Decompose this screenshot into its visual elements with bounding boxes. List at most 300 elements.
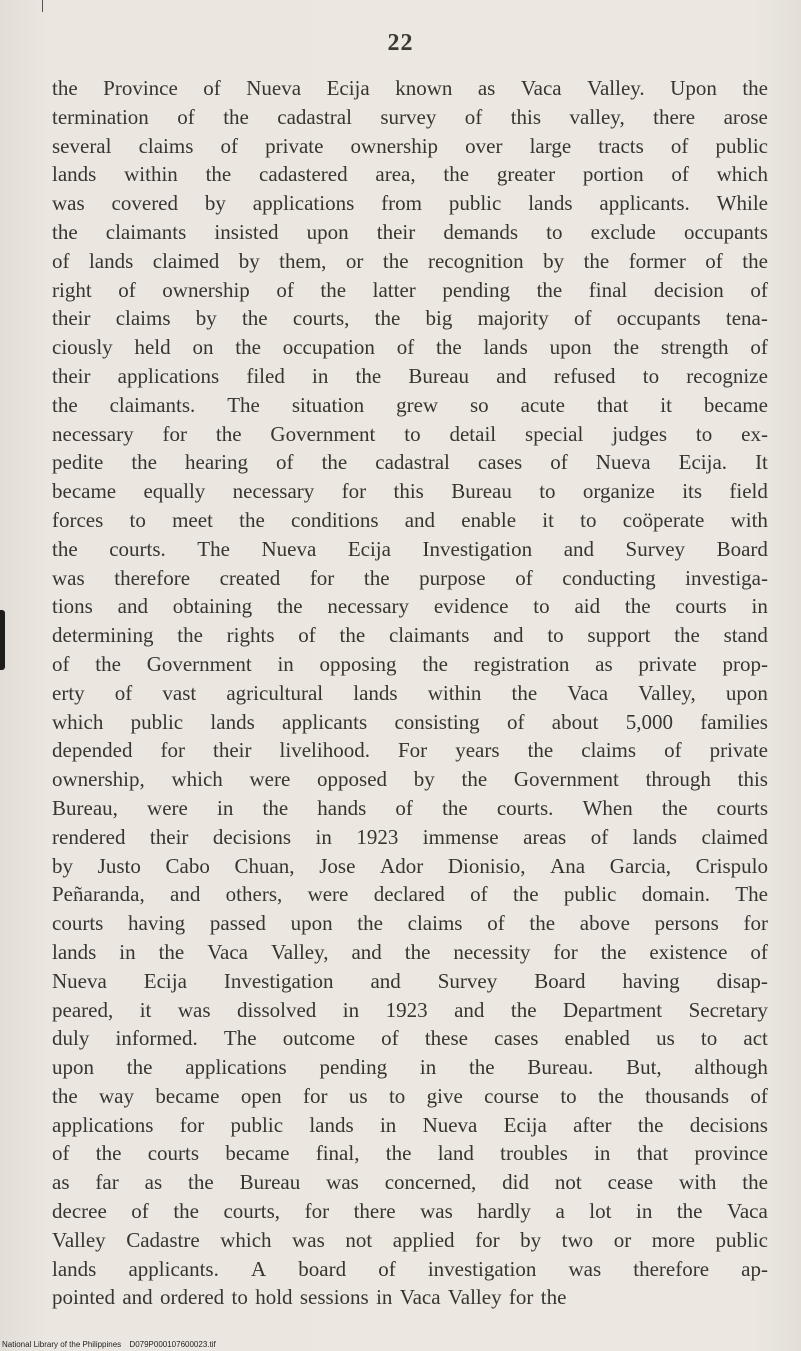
word: Board <box>716 536 768 561</box>
word: courts <box>52 911 104 936</box>
word: public <box>130 709 184 734</box>
word: in <box>419 1055 437 1080</box>
page-number: 22 <box>387 30 414 56</box>
word: Nueva <box>261 536 317 561</box>
word: board <box>298 1256 347 1281</box>
word: within <box>124 162 178 187</box>
word: became <box>703 392 768 417</box>
word: private <box>638 651 697 676</box>
word: situation <box>291 392 365 417</box>
word: the <box>676 1199 703 1224</box>
word: field <box>729 479 768 504</box>
text-line <box>52 852 768 881</box>
word: applied <box>392 1227 455 1252</box>
word: cadastered <box>259 162 348 187</box>
word: meet <box>172 507 213 532</box>
word: claims <box>138 133 194 158</box>
word: the <box>173 1199 199 1224</box>
word: in <box>594 1141 611 1166</box>
word: ownership <box>350 133 439 158</box>
word: Ador <box>380 853 424 878</box>
text-line <box>52 362 768 391</box>
word: cease <box>607 1170 654 1195</box>
word: stand <box>723 623 768 648</box>
word: investiga- <box>685 565 768 590</box>
word: investigation <box>427 1256 537 1281</box>
word: recognition <box>427 248 524 273</box>
word: the <box>512 882 539 907</box>
word: the <box>276 594 303 619</box>
word: courts. <box>496 795 554 820</box>
word: of <box>276 450 294 475</box>
word: Secretary <box>688 997 768 1022</box>
word: Ecija <box>347 536 391 561</box>
word: Nueva <box>422 1112 478 1137</box>
word: of <box>664 738 682 763</box>
text-line <box>52 74 768 103</box>
word: two <box>561 1227 594 1252</box>
word: it <box>542 507 554 532</box>
word: judges <box>612 421 668 446</box>
word: the <box>52 1083 78 1108</box>
word: Vaca <box>399 1285 441 1310</box>
word: of <box>220 133 239 158</box>
word: conducting <box>562 565 656 590</box>
word: therefore <box>633 1256 710 1281</box>
binding-edge-mark <box>0 610 5 670</box>
word: decision <box>653 277 724 302</box>
word: the <box>188 1170 214 1195</box>
word: in <box>376 1285 393 1310</box>
text-line <box>52 1255 768 1284</box>
word: the <box>442 795 468 820</box>
word: Investigation <box>223 968 334 993</box>
word: was <box>420 1199 453 1224</box>
word: portion <box>582 162 644 187</box>
word: applicants. <box>599 191 690 216</box>
word: Bureau <box>239 1170 301 1195</box>
word: Vaca <box>727 1199 768 1224</box>
word: lands <box>210 709 255 734</box>
word: was <box>52 191 85 216</box>
word: the <box>320 277 347 302</box>
word: its <box>682 479 703 504</box>
word: not <box>345 1227 373 1252</box>
word: and <box>563 536 595 561</box>
footer-code: D079P000107600023.tif <box>129 1340 216 1349</box>
word: land <box>437 1141 474 1166</box>
word: to <box>231 1285 248 1310</box>
word: to <box>546 219 563 244</box>
word: Department <box>562 997 663 1022</box>
word: having <box>128 911 186 936</box>
word: Nueva <box>595 450 651 475</box>
word: the <box>239 507 265 532</box>
word: lands <box>52 1256 97 1281</box>
word: Ana <box>550 853 586 878</box>
word: Province <box>103 76 178 100</box>
word: this <box>737 767 768 792</box>
word: the <box>468 1055 495 1080</box>
text-line <box>52 160 768 189</box>
word: Dionisio, <box>447 853 526 878</box>
word: above <box>579 911 630 936</box>
word: that <box>636 1141 669 1166</box>
word: But, <box>626 1055 662 1080</box>
word: dissolved <box>236 997 317 1022</box>
word: ordered <box>160 1285 225 1310</box>
word: rights <box>226 623 275 648</box>
text-line <box>52 1226 768 1255</box>
word: the <box>598 1083 624 1108</box>
word: or <box>613 1227 632 1252</box>
word: of <box>464 104 483 129</box>
word: that <box>596 392 629 417</box>
word: became <box>155 1083 220 1108</box>
word: rendered <box>52 824 126 849</box>
word: the <box>131 450 157 475</box>
word: conditions <box>291 507 379 532</box>
word: as <box>595 651 613 676</box>
word: for <box>309 565 335 590</box>
word: livelihood. <box>279 738 370 763</box>
word: organize <box>582 479 655 504</box>
word: immense <box>422 824 499 849</box>
footer-library: National Library of the Philippines <box>2 1340 122 1349</box>
word: the <box>674 623 700 648</box>
word: the <box>52 76 78 100</box>
word: of <box>114 680 133 705</box>
word: lot <box>589 1199 612 1224</box>
word: arose <box>723 104 768 129</box>
word: necessary <box>232 479 315 504</box>
word: necessary <box>52 421 134 446</box>
word: opposing <box>319 651 397 676</box>
word: erty <box>52 680 85 705</box>
word: concerned, <box>384 1170 477 1195</box>
word: pointed <box>52 1285 115 1310</box>
word: of <box>298 623 316 648</box>
word: applications <box>52 1112 154 1137</box>
word: as <box>52 1170 70 1195</box>
text-line <box>52 1082 768 1111</box>
word: their <box>149 824 189 849</box>
text-line <box>52 304 768 333</box>
word: filed <box>246 363 285 388</box>
text-line <box>52 448 768 477</box>
word: purpose <box>419 565 486 590</box>
word: although <box>694 1055 768 1080</box>
word: lands <box>309 1112 354 1137</box>
word: to <box>388 1083 406 1108</box>
word: for <box>743 911 768 936</box>
word: Survey <box>625 536 686 561</box>
word: of <box>118 277 136 302</box>
word: ciously <box>52 335 113 360</box>
text-line <box>52 1283 768 1312</box>
word: It <box>755 450 768 475</box>
word: ap- <box>741 1256 768 1281</box>
word: the <box>742 248 768 273</box>
word: to <box>580 507 597 532</box>
word: for <box>553 939 578 964</box>
word: to <box>547 623 564 648</box>
word: of <box>177 104 195 129</box>
word: the <box>404 939 431 964</box>
word: evidence <box>433 594 509 619</box>
word: tions <box>52 594 93 619</box>
word: to <box>700 1026 718 1051</box>
word: applications <box>252 191 355 216</box>
word: claims <box>407 911 463 936</box>
text-line <box>52 880 768 909</box>
word: did <box>502 1170 530 1195</box>
word: Cabo <box>165 853 210 878</box>
word: Valley <box>52 1227 106 1252</box>
word: Bureau. <box>527 1055 594 1080</box>
word: the <box>215 421 242 446</box>
word: in <box>119 939 136 964</box>
word: areas <box>523 824 567 849</box>
word: of <box>670 133 689 158</box>
word: hold <box>255 1285 293 1310</box>
word: lands <box>88 248 134 273</box>
word: Peñaranda, <box>52 882 145 907</box>
word: which <box>220 1227 272 1252</box>
word: refused <box>553 363 616 388</box>
word: it <box>139 997 152 1022</box>
word: applicants <box>282 709 368 734</box>
word: enable <box>461 507 517 532</box>
word: the <box>613 335 640 360</box>
word: informed. <box>115 1026 198 1051</box>
word: was <box>177 997 211 1022</box>
text-line <box>52 736 768 765</box>
text-line <box>52 1197 768 1226</box>
word: Ecija <box>143 968 187 993</box>
word: there <box>653 104 696 129</box>
word: Board <box>534 968 586 993</box>
word: peared, <box>52 997 114 1022</box>
word: open <box>240 1083 282 1108</box>
word: the <box>385 1141 412 1166</box>
word: lands <box>528 191 573 216</box>
word: known <box>395 76 453 100</box>
word: When <box>582 795 633 820</box>
text-line <box>52 708 768 737</box>
word: far <box>95 1170 119 1195</box>
text-line <box>52 1168 768 1197</box>
word: the <box>540 1285 567 1310</box>
word: in <box>635 1199 653 1224</box>
word: acute <box>520 392 565 417</box>
word: to <box>642 363 660 388</box>
text-line <box>52 477 768 506</box>
word: this <box>393 479 424 504</box>
word: the <box>511 680 538 705</box>
word: hardly <box>477 1199 531 1224</box>
text-line <box>52 650 768 679</box>
word: Government <box>513 767 619 792</box>
word: of <box>396 335 415 360</box>
word: and <box>122 1285 153 1310</box>
word: final <box>588 277 628 302</box>
word: support <box>587 623 651 648</box>
word: there <box>353 1199 396 1224</box>
text-line <box>52 218 768 247</box>
word: necessity <box>453 939 531 964</box>
word: agricultural <box>226 680 324 705</box>
word: consisting <box>394 709 480 734</box>
word: in <box>379 1112 397 1137</box>
word: were <box>307 882 349 907</box>
word: us <box>348 1083 368 1108</box>
text-line <box>52 794 768 823</box>
word: as <box>477 76 496 100</box>
word: of <box>515 565 533 590</box>
word: their <box>52 363 91 388</box>
word: the <box>422 651 448 676</box>
word: of <box>52 1141 70 1166</box>
word: Ecija <box>326 76 370 100</box>
word: give <box>426 1083 463 1108</box>
word: of <box>470 882 488 907</box>
word: Survey <box>437 968 498 993</box>
word: to <box>129 507 146 532</box>
text-line <box>52 132 768 161</box>
word: public <box>448 191 502 216</box>
word: opposed <box>317 767 388 792</box>
word: declared <box>373 882 445 907</box>
word: enabled <box>564 1026 630 1051</box>
word: strength <box>660 335 729 360</box>
word: vast <box>162 680 197 705</box>
word: decisions <box>689 1112 768 1137</box>
word: lands <box>52 162 97 187</box>
word: upon <box>290 911 333 936</box>
word: passed <box>209 911 266 936</box>
word: cases <box>477 450 523 475</box>
word: by <box>195 306 217 331</box>
word: province <box>694 1141 768 1166</box>
word: which <box>716 162 768 187</box>
word: lands <box>353 680 398 705</box>
word: A <box>250 1256 267 1281</box>
word: the <box>339 623 366 648</box>
word: claims <box>115 306 171 331</box>
text-line <box>52 247 768 276</box>
word: the <box>52 536 78 561</box>
word: of <box>705 248 723 273</box>
text-line <box>52 823 768 852</box>
text-line <box>52 967 768 996</box>
word: and <box>117 594 148 619</box>
word: domain. <box>641 882 710 907</box>
word: The <box>227 392 260 417</box>
word: decree <box>52 1199 107 1224</box>
word: courts. <box>109 536 166 561</box>
word: cadastral <box>375 450 450 475</box>
text-line <box>52 592 768 621</box>
text-line <box>52 420 768 449</box>
word: upon <box>549 335 592 360</box>
word: the <box>321 450 348 475</box>
word: Upon <box>670 76 717 100</box>
word: termination <box>52 104 149 129</box>
scan-artifact-mark <box>42 0 43 12</box>
word: their <box>52 306 91 331</box>
text-line <box>52 621 768 650</box>
word: over <box>465 133 503 158</box>
word: the <box>374 306 401 331</box>
text-line <box>52 1053 768 1082</box>
word: Garcia, <box>609 853 671 878</box>
word: hearing <box>185 450 249 475</box>
word: ownership <box>162 277 250 302</box>
word: having <box>622 968 680 993</box>
word: of <box>487 911 505 936</box>
word: insisted <box>214 219 279 244</box>
text-line <box>52 938 768 967</box>
word: act <box>743 1026 768 1051</box>
word: determining <box>52 623 154 648</box>
word: was <box>326 1170 359 1195</box>
word: Valley. <box>587 76 645 100</box>
word: for <box>508 1285 534 1310</box>
word: of <box>52 651 70 676</box>
word: the <box>223 104 249 129</box>
word: was <box>568 1256 602 1281</box>
body-text <box>52 74 768 1312</box>
word: the <box>52 219 78 244</box>
word: in <box>342 997 360 1022</box>
word: for <box>179 1112 205 1137</box>
word: the <box>510 997 537 1022</box>
word: with <box>730 507 768 532</box>
word: tracts <box>598 133 644 158</box>
word: ownership, <box>52 767 145 792</box>
word: The <box>735 882 768 907</box>
word: for <box>475 1227 500 1252</box>
word: Chuan, <box>234 853 295 878</box>
word: about <box>551 709 599 734</box>
word: of <box>52 248 70 273</box>
word: it <box>660 392 672 417</box>
word: 1923 <box>356 824 399 849</box>
word: in <box>217 795 234 820</box>
word: the <box>536 277 563 302</box>
word: the <box>600 939 627 964</box>
word: the <box>126 1055 153 1080</box>
word: the <box>661 795 688 820</box>
word: more <box>651 1227 695 1252</box>
text-line <box>52 1139 768 1168</box>
word: to <box>404 421 421 446</box>
word: area, <box>375 162 416 187</box>
word: courts <box>675 594 727 619</box>
word: claimants. <box>109 392 196 417</box>
word: public <box>230 1112 284 1137</box>
word: of <box>506 709 525 734</box>
word: the <box>363 565 390 590</box>
word: claimants <box>388 623 470 648</box>
word: and <box>454 997 485 1022</box>
word: applications <box>185 1055 287 1080</box>
word: others, <box>225 882 283 907</box>
word: ex- <box>741 421 768 446</box>
word: in <box>315 824 332 849</box>
word: the <box>624 594 651 619</box>
